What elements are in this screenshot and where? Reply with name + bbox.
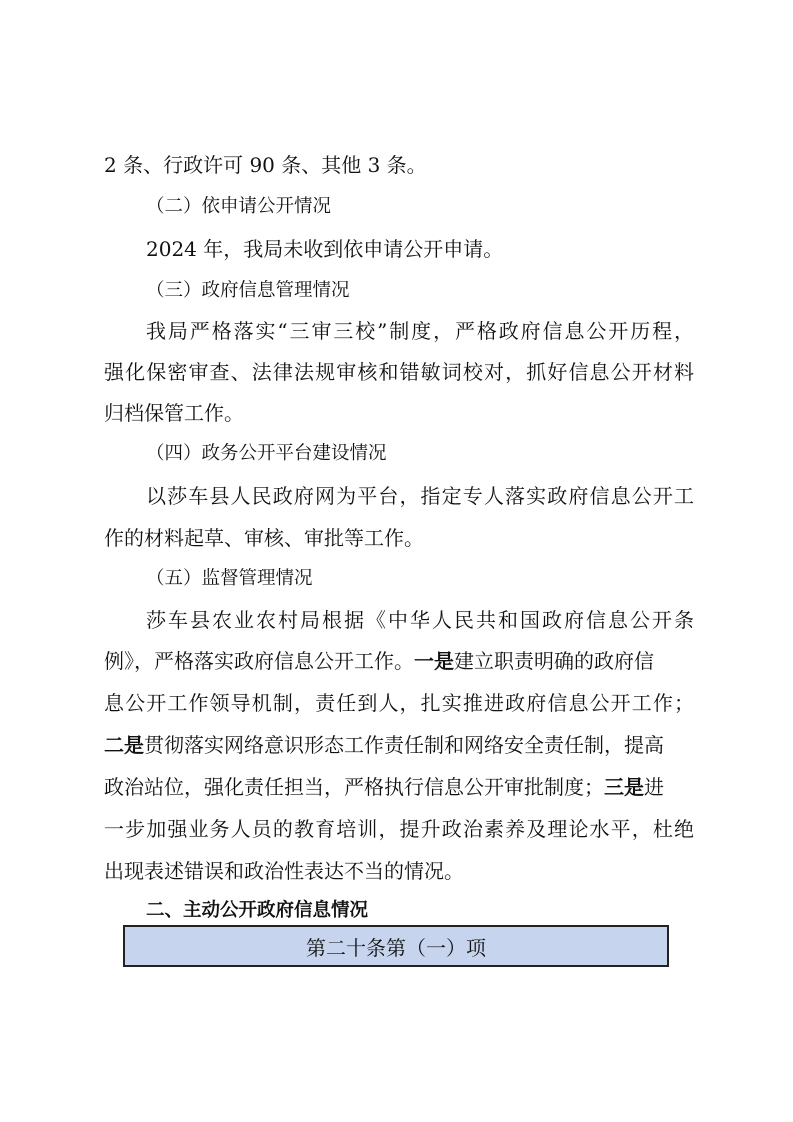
- paragraph-line: [104, 730, 694, 760]
- subheading-apply: （二）依申请公开情况: [146, 196, 332, 217]
- subheading-supervise: （五）监督管理情况: [146, 568, 313, 589]
- paragraph-line: 我局严格落实“三审三校”制度，严格政府信息公开历程，: [146, 319, 694, 343]
- text-run: 建立职责明确的政府信: [454, 649, 654, 673]
- subheading-manage: （三）政府信息管理情况: [146, 280, 350, 301]
- emphasis-third: 三是: [604, 775, 644, 799]
- paragraph-line: 息公开工作领导机制，责任到人，扎实推进政府信息公开工作；: [104, 691, 694, 715]
- subheading-platform: （四）政务公开平台建设情况: [146, 443, 387, 464]
- paragraph-line: 出现表述错误和政治性表达不当的情况。: [104, 859, 464, 883]
- paragraph-line: [104, 772, 694, 802]
- paragraph-line: 一步加强业务人员的教育培训，提升政治素养及理论水平，杜绝: [104, 817, 694, 841]
- emphasis-second: 二是: [104, 733, 144, 757]
- paragraph-line: 以莎车县人民政府网为平台，指定专人落实政府信息公开工: [146, 484, 694, 508]
- text-run: 政治站位，强化责任担当，严格执行信息公开审批制度；: [104, 775, 604, 799]
- paragraph-line: 强化保密审查、法律法规审核和错敏词校对，抓好信息公开材料: [104, 360, 694, 384]
- paragraph-line: [104, 646, 694, 676]
- paragraph-line: 作的材料起草、审核、审批等工作。: [104, 526, 424, 550]
- paragraph-line: 2024 年，我局未收到依申请公开申请。: [146, 237, 504, 261]
- section-heading: 二、主动公开政府信息情况: [146, 900, 369, 921]
- text-run: 贯彻落实网络意识形态工作责任制和网络安全责任制，提高: [144, 733, 664, 757]
- paragraph-line: 归档保管工作。: [104, 401, 244, 425]
- text-run: 例》，严格落实政府信息公开工作。: [104, 649, 414, 673]
- table-header-cell: 第二十条第（一）项: [123, 925, 669, 967]
- text-run: 进: [644, 775, 664, 799]
- emphasis-first: 一是: [414, 649, 454, 673]
- paragraph-line: 2 条、行政许可 90 条、其他 3 条。: [104, 153, 427, 177]
- paragraph-line: 莎车县农业农村局根据《中华人民共和国政府信息公开条: [146, 608, 694, 632]
